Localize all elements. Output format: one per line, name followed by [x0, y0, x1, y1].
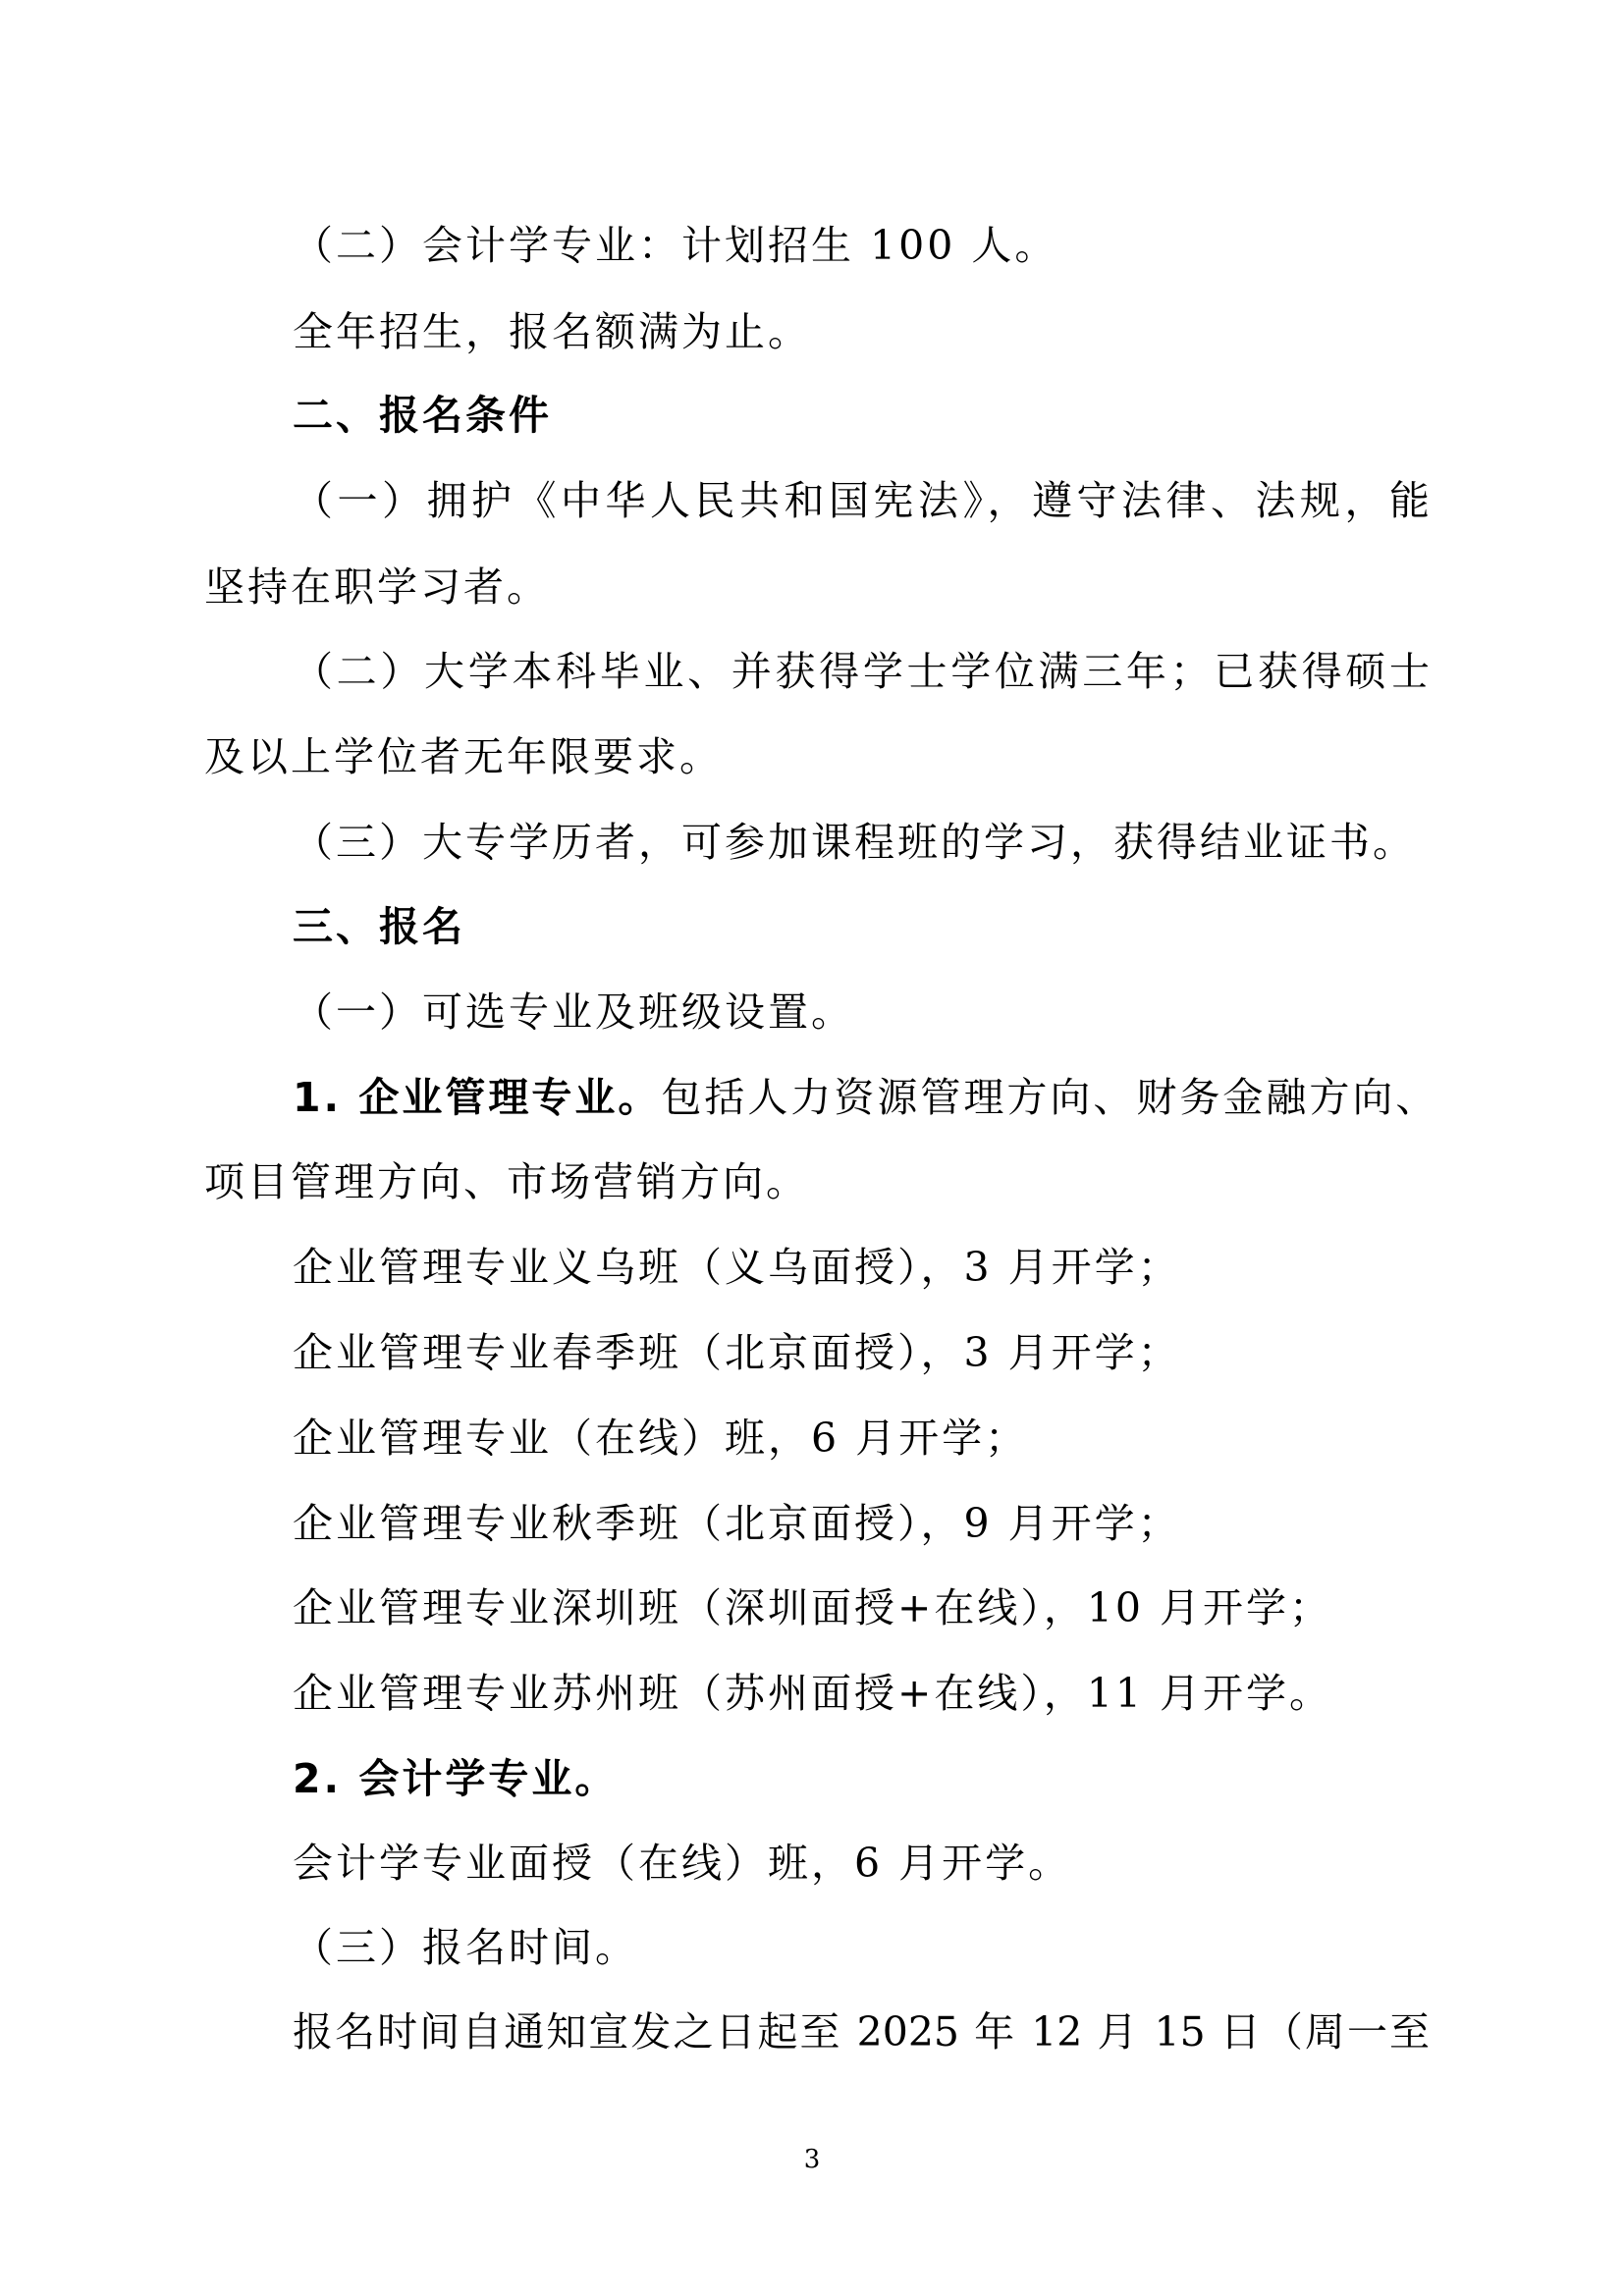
major-2-heading: 2. 会计学专业。 — [293, 1755, 619, 1802]
major-1-line-2: 项目管理方向、市场营销方向。 — [204, 1158, 809, 1205]
class-shenzhen: 企业管理专业深圳班（深圳面授+在线），10 月开学； — [293, 1584, 1333, 1631]
condition-2-line-1: （二）大学本科毕业、并获得学士学位满三年；已获得硕士 — [293, 648, 1430, 695]
class-accounting: 会计学专业面授（在线）班，6 月开学。 — [293, 1840, 1072, 1887]
condition-3: （三）大专学历者，可参加课程班的学习，获得结业证书。 — [293, 819, 1416, 866]
page-number: 3 — [803, 2145, 821, 2174]
paragraph-accounting-quota: （二）会计学专业：计划招生 100 人。 — [293, 222, 1058, 269]
major-1-text: 包括人力资源管理方向、财务金融方向、 — [661, 1074, 1439, 1121]
section-heading-registration: 三、报名 — [293, 903, 465, 950]
subheading-majors-classes: （一）可选专业及班级设置。 — [293, 988, 854, 1036]
registration-time-text: 报名时间自通知宣发之日起至 2025 年 12 月 15 日（周一至 — [293, 2008, 1430, 2056]
major-1-line-1 — [293, 1074, 1438, 1121]
class-spring: 企业管理专业春季班（北京面授），3 月开学； — [293, 1329, 1181, 1376]
class-suzhou: 企业管理专业苏州班（苏州面授+在线），11 月开学。 — [293, 1670, 1333, 1717]
major-1-heading: 1. 企业管理专业。 — [293, 1074, 662, 1121]
section-heading-conditions: 二、报名条件 — [293, 392, 552, 439]
condition-1-line-1: （一）拥护《中华人民共和国宪法》，遵守法律、法规，能 — [293, 477, 1430, 524]
paragraph-year-round: 全年招生，报名额满为止。 — [293, 308, 811, 355]
condition-2-line-2: 及以上学位者无年限要求。 — [204, 733, 723, 780]
class-online: 企业管理专业（在线）班，6 月开学； — [293, 1415, 1029, 1462]
class-autumn: 企业管理专业秋季班（北京面授），9 月开学； — [293, 1500, 1181, 1547]
subheading-registration-time: （三）报名时间。 — [293, 1924, 638, 1971]
condition-1-line-2: 坚持在职学习者。 — [204, 563, 550, 611]
class-yiwu: 企业管理专业义乌班（义乌面授），3 月开学； — [293, 1244, 1181, 1291]
